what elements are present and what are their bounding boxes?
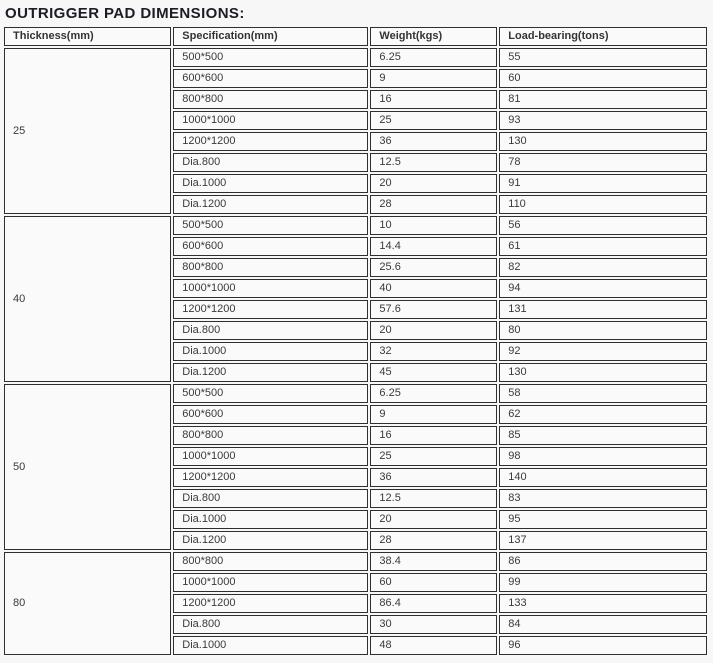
specification-cell: Dia.800 xyxy=(173,321,368,340)
table-row xyxy=(4,216,707,235)
load-bearing-cell: 130 xyxy=(499,132,707,151)
load-bearing-cell: 137 xyxy=(499,531,707,550)
page-title: OUTRIGGER PAD DIMENSIONS: xyxy=(5,5,245,22)
load-bearing-cell: 61 xyxy=(499,237,707,256)
load-bearing-cell: 99 xyxy=(499,573,707,592)
specification-cell: Dia.1200 xyxy=(173,363,368,382)
load-bearing-cell: 62 xyxy=(499,405,707,424)
load-bearing-cell: 55 xyxy=(499,48,707,67)
column-header: Thickness(mm) xyxy=(4,27,171,46)
specification-cell: Dia.1200 xyxy=(173,195,368,214)
weight-cell: 45 xyxy=(370,363,497,382)
load-bearing-cell: 60 xyxy=(499,69,707,88)
specification-cell: 600*600 xyxy=(173,69,368,88)
weight-cell: 6.25 xyxy=(370,48,497,67)
load-bearing-cell: 85 xyxy=(499,426,707,445)
specification-cell: 1000*1000 xyxy=(173,447,368,466)
weight-cell: 60 xyxy=(370,573,497,592)
specification-cell: 500*500 xyxy=(173,216,368,235)
load-bearing-cell: 92 xyxy=(499,342,707,361)
specification-cell: 600*600 xyxy=(173,405,368,424)
table-row xyxy=(4,552,707,571)
specification-cell: Dia.1000 xyxy=(173,636,368,655)
thickness-cell: 50 xyxy=(4,384,171,550)
outrigger-pad-table xyxy=(2,25,709,657)
load-bearing-cell: 94 xyxy=(499,279,707,298)
weight-cell: 6.25 xyxy=(370,384,497,403)
load-bearing-cell: 91 xyxy=(499,174,707,193)
load-bearing-cell: 130 xyxy=(499,363,707,382)
table-row xyxy=(4,48,707,67)
specification-cell: Dia.1000 xyxy=(173,342,368,361)
load-bearing-cell: 131 xyxy=(499,300,707,319)
weight-cell: 10 xyxy=(370,216,497,235)
load-bearing-cell: 81 xyxy=(499,90,707,109)
weight-cell: 86.4 xyxy=(370,594,497,613)
load-bearing-cell: 82 xyxy=(499,258,707,277)
weight-cell: 25.6 xyxy=(370,258,497,277)
weight-cell: 28 xyxy=(370,195,497,214)
weight-cell: 38.4 xyxy=(370,552,497,571)
weight-cell: 12.5 xyxy=(370,153,497,172)
load-bearing-cell: 83 xyxy=(499,489,707,508)
load-bearing-cell: 133 xyxy=(499,594,707,613)
weight-cell: 28 xyxy=(370,531,497,550)
weight-cell: 25 xyxy=(370,447,497,466)
weight-cell: 48 xyxy=(370,636,497,655)
weight-cell: 40 xyxy=(370,279,497,298)
load-bearing-cell: 93 xyxy=(499,111,707,130)
specification-cell: Dia.1200 xyxy=(173,531,368,550)
weight-cell: 20 xyxy=(370,510,497,529)
specification-cell: 1200*1200 xyxy=(173,594,368,613)
specification-cell: Dia.800 xyxy=(173,489,368,508)
specification-cell: Dia.800 xyxy=(173,153,368,172)
specification-cell: 800*800 xyxy=(173,258,368,277)
specification-cell: 800*800 xyxy=(173,552,368,571)
specification-cell: Dia.1000 xyxy=(173,510,368,529)
weight-cell: 9 xyxy=(370,69,497,88)
load-bearing-cell: 86 xyxy=(499,552,707,571)
specification-cell: 1000*1000 xyxy=(173,111,368,130)
load-bearing-cell: 140 xyxy=(499,468,707,487)
weight-cell: 30 xyxy=(370,615,497,634)
column-header: Load-bearing(tons) xyxy=(499,27,707,46)
specification-cell: 800*800 xyxy=(173,426,368,445)
weight-cell: 25 xyxy=(370,111,497,130)
table-row xyxy=(4,384,707,403)
load-bearing-cell: 110 xyxy=(499,195,707,214)
load-bearing-cell: 56 xyxy=(499,216,707,235)
load-bearing-cell: 84 xyxy=(499,615,707,634)
weight-cell: 57.6 xyxy=(370,300,497,319)
table-header-row xyxy=(4,27,707,46)
weight-cell: 36 xyxy=(370,468,497,487)
specification-cell: 1200*1200 xyxy=(173,300,368,319)
thickness-cell: 40 xyxy=(4,216,171,382)
thickness-cell: 25 xyxy=(4,48,171,214)
weight-cell: 14.4 xyxy=(370,237,497,256)
specification-cell: Dia.1000 xyxy=(173,174,368,193)
specification-cell: 1000*1000 xyxy=(173,573,368,592)
specification-cell: 1000*1000 xyxy=(173,279,368,298)
load-bearing-cell: 95 xyxy=(499,510,707,529)
weight-cell: 20 xyxy=(370,321,497,340)
load-bearing-cell: 80 xyxy=(499,321,707,340)
specification-cell: 600*600 xyxy=(173,237,368,256)
load-bearing-cell: 98 xyxy=(499,447,707,466)
weight-cell: 16 xyxy=(370,90,497,109)
column-header: Weight(kgs) xyxy=(370,27,497,46)
load-bearing-cell: 96 xyxy=(499,636,707,655)
specification-cell: Dia.800 xyxy=(173,615,368,634)
load-bearing-cell: 58 xyxy=(499,384,707,403)
weight-cell: 12.5 xyxy=(370,489,497,508)
thickness-cell: 80 xyxy=(4,552,171,655)
weight-cell: 20 xyxy=(370,174,497,193)
weight-cell: 32 xyxy=(370,342,497,361)
load-bearing-cell: 78 xyxy=(499,153,707,172)
specification-cell: 500*500 xyxy=(173,48,368,67)
specification-cell: 1200*1200 xyxy=(173,132,368,151)
specification-cell: 800*800 xyxy=(173,90,368,109)
weight-cell: 36 xyxy=(370,132,497,151)
weight-cell: 9 xyxy=(370,405,497,424)
specification-cell: 1200*1200 xyxy=(173,468,368,487)
weight-cell: 16 xyxy=(370,426,497,445)
column-header: Specification(mm) xyxy=(173,27,368,46)
specification-cell: 500*500 xyxy=(173,384,368,403)
